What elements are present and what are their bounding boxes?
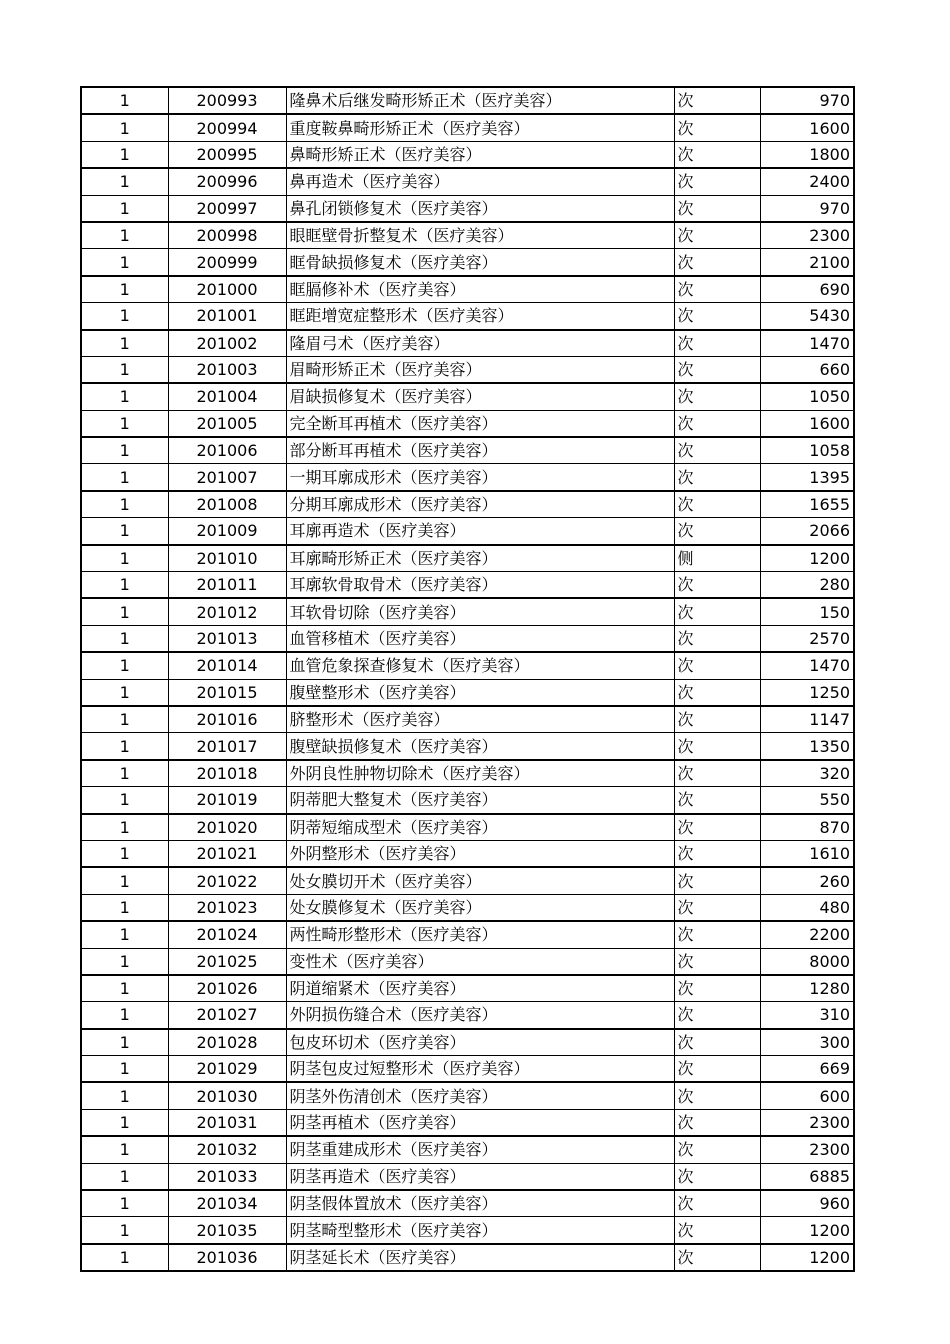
price-cell: 2570 bbox=[760, 625, 854, 652]
item-name-cell: 眼眶壁骨折整复术（医疗美容） bbox=[286, 222, 674, 249]
table-row bbox=[81, 437, 854, 464]
item-name-cell: 包皮环切术（医疗美容） bbox=[286, 1029, 674, 1056]
item-name-cell: 完全断耳再植术（医疗美容） bbox=[286, 410, 674, 437]
item-name-cell: 阴茎再造术（医疗美容） bbox=[286, 1163, 674, 1190]
level-cell: 1 bbox=[81, 141, 168, 168]
price-cell: 1058 bbox=[760, 437, 854, 464]
code-cell: 201018 bbox=[168, 760, 286, 787]
item-name-cell: 分期耳廓成形术（医疗美容） bbox=[286, 491, 674, 518]
level-cell: 1 bbox=[81, 733, 168, 760]
table-row bbox=[81, 545, 854, 572]
unit-cell: 次 bbox=[674, 141, 760, 168]
price-cell: 1470 bbox=[760, 652, 854, 679]
item-name-cell: 眉畸形矫正术（医疗美容） bbox=[286, 356, 674, 383]
code-cell: 201035 bbox=[168, 1217, 286, 1244]
table-row bbox=[81, 491, 854, 518]
level-cell: 1 bbox=[81, 383, 168, 410]
item-name-cell: 外阴损伤缝合术（医疗美容） bbox=[286, 1002, 674, 1029]
level-cell: 1 bbox=[81, 464, 168, 491]
unit-cell: 次 bbox=[674, 760, 760, 787]
unit-cell: 次 bbox=[674, 814, 760, 841]
code-cell: 201003 bbox=[168, 356, 286, 383]
unit-cell: 次 bbox=[674, 222, 760, 249]
table-row bbox=[81, 1190, 854, 1217]
unit-cell: 次 bbox=[674, 168, 760, 195]
table-row bbox=[81, 840, 854, 867]
level-cell: 1 bbox=[81, 1190, 168, 1217]
item-name-cell: 处女膜修复术（医疗美容） bbox=[286, 894, 674, 921]
unit-cell: 次 bbox=[674, 1136, 760, 1163]
price-table-body bbox=[81, 87, 854, 1271]
price-cell: 690 bbox=[760, 276, 854, 303]
table-row bbox=[81, 814, 854, 841]
code-cell: 201030 bbox=[168, 1082, 286, 1109]
price-cell: 1610 bbox=[760, 840, 854, 867]
price-cell: 1200 bbox=[760, 1217, 854, 1244]
table-row bbox=[81, 356, 854, 383]
table-row bbox=[81, 733, 854, 760]
table-row bbox=[81, 1109, 854, 1136]
level-cell: 1 bbox=[81, 1217, 168, 1244]
level-cell: 1 bbox=[81, 787, 168, 814]
price-cell: 1250 bbox=[760, 679, 854, 706]
unit-cell: 次 bbox=[674, 1163, 760, 1190]
item-name-cell: 血管移植术（医疗美容） bbox=[286, 625, 674, 652]
level-cell: 1 bbox=[81, 948, 168, 975]
price-cell: 5430 bbox=[760, 303, 854, 330]
level-cell: 1 bbox=[81, 921, 168, 948]
unit-cell: 次 bbox=[674, 437, 760, 464]
item-name-cell: 阴蒂短缩成型术（医疗美容） bbox=[286, 814, 674, 841]
level-cell: 1 bbox=[81, 1002, 168, 1029]
item-name-cell: 腹壁缺损修复术（医疗美容） bbox=[286, 733, 674, 760]
code-cell: 201031 bbox=[168, 1109, 286, 1136]
unit-cell: 次 bbox=[674, 518, 760, 545]
code-cell: 201022 bbox=[168, 867, 286, 894]
item-name-cell: 外阴良性肿物切除术（医疗美容） bbox=[286, 760, 674, 787]
item-name-cell: 部分断耳再植术（医疗美容） bbox=[286, 437, 674, 464]
price-cell: 970 bbox=[760, 87, 854, 114]
table-row bbox=[81, 330, 854, 357]
table-row bbox=[81, 1056, 854, 1083]
table-row bbox=[81, 303, 854, 330]
price-cell: 1350 bbox=[760, 733, 854, 760]
code-cell: 200994 bbox=[168, 114, 286, 141]
item-name-cell: 鼻畸形矫正术（医疗美容） bbox=[286, 141, 674, 168]
table-row bbox=[81, 383, 854, 410]
price-cell: 1200 bbox=[760, 545, 854, 572]
code-cell: 201004 bbox=[168, 383, 286, 410]
price-cell: 1800 bbox=[760, 141, 854, 168]
unit-cell: 次 bbox=[674, 491, 760, 518]
item-name-cell: 阴茎再植术（医疗美容） bbox=[286, 1109, 674, 1136]
item-name-cell: 耳廓再造术（医疗美容） bbox=[286, 518, 674, 545]
table-row bbox=[81, 1244, 854, 1271]
table-row bbox=[81, 1163, 854, 1190]
unit-cell: 次 bbox=[674, 356, 760, 383]
code-cell: 200995 bbox=[168, 141, 286, 168]
unit-cell: 次 bbox=[674, 733, 760, 760]
unit-cell: 次 bbox=[674, 706, 760, 733]
level-cell: 1 bbox=[81, 303, 168, 330]
unit-cell: 次 bbox=[674, 249, 760, 276]
price-cell: 2100 bbox=[760, 249, 854, 276]
table-row bbox=[81, 867, 854, 894]
table-row bbox=[81, 222, 854, 249]
table-row bbox=[81, 141, 854, 168]
table-row bbox=[81, 518, 854, 545]
code-cell: 201009 bbox=[168, 518, 286, 545]
level-cell: 1 bbox=[81, 867, 168, 894]
price-cell: 960 bbox=[760, 1190, 854, 1217]
table-row bbox=[81, 249, 854, 276]
code-cell: 201025 bbox=[168, 948, 286, 975]
code-cell: 200997 bbox=[168, 195, 286, 222]
code-cell: 201016 bbox=[168, 706, 286, 733]
level-cell: 1 bbox=[81, 975, 168, 1002]
unit-cell: 次 bbox=[674, 330, 760, 357]
price-table bbox=[80, 86, 855, 1272]
table-row bbox=[81, 114, 854, 141]
price-cell: 320 bbox=[760, 760, 854, 787]
item-name-cell: 鼻再造术（医疗美容） bbox=[286, 168, 674, 195]
item-name-cell: 变性术（医疗美容） bbox=[286, 948, 674, 975]
level-cell: 1 bbox=[81, 706, 168, 733]
code-cell: 201008 bbox=[168, 491, 286, 518]
price-cell: 1280 bbox=[760, 975, 854, 1002]
table-row bbox=[81, 894, 854, 921]
unit-cell: 次 bbox=[674, 383, 760, 410]
price-cell: 1200 bbox=[760, 1244, 854, 1271]
item-name-cell: 隆眉弓术（医疗美容） bbox=[286, 330, 674, 357]
code-cell: 201029 bbox=[168, 1056, 286, 1083]
level-cell: 1 bbox=[81, 572, 168, 599]
item-name-cell: 阴道缩紧术（医疗美容） bbox=[286, 975, 674, 1002]
unit-cell: 次 bbox=[674, 1056, 760, 1083]
table-row bbox=[81, 1002, 854, 1029]
level-cell: 1 bbox=[81, 1109, 168, 1136]
table-row bbox=[81, 760, 854, 787]
code-cell: 201017 bbox=[168, 733, 286, 760]
price-cell: 8000 bbox=[760, 948, 854, 975]
table-row bbox=[81, 276, 854, 303]
table-row bbox=[81, 948, 854, 975]
level-cell: 1 bbox=[81, 330, 168, 357]
table-row bbox=[81, 921, 854, 948]
table-row bbox=[81, 598, 854, 625]
item-name-cell: 脐整形术（医疗美容） bbox=[286, 706, 674, 733]
code-cell: 201010 bbox=[168, 545, 286, 572]
level-cell: 1 bbox=[81, 195, 168, 222]
unit-cell: 侧 bbox=[674, 545, 760, 572]
level-cell: 1 bbox=[81, 1056, 168, 1083]
code-cell: 201014 bbox=[168, 652, 286, 679]
unit-cell: 次 bbox=[674, 1002, 760, 1029]
unit-cell: 次 bbox=[674, 921, 760, 948]
price-cell: 870 bbox=[760, 814, 854, 841]
unit-cell: 次 bbox=[674, 1082, 760, 1109]
price-cell: 2300 bbox=[760, 1136, 854, 1163]
table-row bbox=[81, 679, 854, 706]
price-cell: 660 bbox=[760, 356, 854, 383]
level-cell: 1 bbox=[81, 652, 168, 679]
price-cell: 2400 bbox=[760, 168, 854, 195]
code-cell: 201013 bbox=[168, 625, 286, 652]
level-cell: 1 bbox=[81, 1029, 168, 1056]
price-cell: 1395 bbox=[760, 464, 854, 491]
price-cell: 2200 bbox=[760, 921, 854, 948]
code-cell: 201032 bbox=[168, 1136, 286, 1163]
item-name-cell: 阴茎包皮过短整形术（医疗美容） bbox=[286, 1056, 674, 1083]
level-cell: 1 bbox=[81, 410, 168, 437]
item-name-cell: 鼻孔闭锁修复术（医疗美容） bbox=[286, 195, 674, 222]
item-name-cell: 阴茎假体置放术（医疗美容） bbox=[286, 1190, 674, 1217]
level-cell: 1 bbox=[81, 356, 168, 383]
item-name-cell: 眶骨缺损修复术（医疗美容） bbox=[286, 249, 674, 276]
code-cell: 201023 bbox=[168, 894, 286, 921]
unit-cell: 次 bbox=[674, 1217, 760, 1244]
table-row bbox=[81, 1082, 854, 1109]
price-cell: 260 bbox=[760, 867, 854, 894]
item-name-cell: 耳廓软骨取骨术（医疗美容） bbox=[286, 572, 674, 599]
price-cell: 550 bbox=[760, 787, 854, 814]
code-cell: 201027 bbox=[168, 1002, 286, 1029]
unit-cell: 次 bbox=[674, 625, 760, 652]
price-cell: 1600 bbox=[760, 114, 854, 141]
table-row bbox=[81, 652, 854, 679]
item-name-cell: 眉缺损修复术（医疗美容） bbox=[286, 383, 674, 410]
unit-cell: 次 bbox=[674, 948, 760, 975]
item-name-cell: 血管危象探查修复术（医疗美容） bbox=[286, 652, 674, 679]
item-name-cell: 腹壁整形术（医疗美容） bbox=[286, 679, 674, 706]
price-cell: 1470 bbox=[760, 330, 854, 357]
item-name-cell: 重度鞍鼻畸形矫正术（医疗美容） bbox=[286, 114, 674, 141]
level-cell: 1 bbox=[81, 249, 168, 276]
table-row bbox=[81, 572, 854, 599]
item-name-cell: 外阴整形术（医疗美容） bbox=[286, 840, 674, 867]
unit-cell: 次 bbox=[674, 867, 760, 894]
code-cell: 201012 bbox=[168, 598, 286, 625]
unit-cell: 次 bbox=[674, 679, 760, 706]
level-cell: 1 bbox=[81, 222, 168, 249]
level-cell: 1 bbox=[81, 1082, 168, 1109]
unit-cell: 次 bbox=[674, 114, 760, 141]
unit-cell: 次 bbox=[674, 1029, 760, 1056]
level-cell: 1 bbox=[81, 760, 168, 787]
code-cell: 201024 bbox=[168, 921, 286, 948]
code-cell: 201028 bbox=[168, 1029, 286, 1056]
item-name-cell: 阴茎外伤清创术（医疗美容） bbox=[286, 1082, 674, 1109]
table-row bbox=[81, 1136, 854, 1163]
level-cell: 1 bbox=[81, 625, 168, 652]
price-cell: 300 bbox=[760, 1029, 854, 1056]
code-cell: 201033 bbox=[168, 1163, 286, 1190]
table-row bbox=[81, 410, 854, 437]
code-cell: 201036 bbox=[168, 1244, 286, 1271]
code-cell: 200993 bbox=[168, 87, 286, 114]
item-name-cell: 耳软骨切除（医疗美容） bbox=[286, 598, 674, 625]
item-name-cell: 一期耳廓成形术（医疗美容） bbox=[286, 464, 674, 491]
code-cell: 201007 bbox=[168, 464, 286, 491]
code-cell: 201034 bbox=[168, 1190, 286, 1217]
level-cell: 1 bbox=[81, 1244, 168, 1271]
level-cell: 1 bbox=[81, 491, 168, 518]
code-cell: 201019 bbox=[168, 787, 286, 814]
item-name-cell: 眶距增宽症整形术（医疗美容） bbox=[286, 303, 674, 330]
price-cell: 1600 bbox=[760, 410, 854, 437]
item-name-cell: 阴茎重建成形术（医疗美容） bbox=[286, 1136, 674, 1163]
item-name-cell: 阴茎畸型整形术（医疗美容） bbox=[286, 1217, 674, 1244]
price-cell: 1050 bbox=[760, 383, 854, 410]
level-cell: 1 bbox=[81, 276, 168, 303]
table-row bbox=[81, 195, 854, 222]
price-cell: 2300 bbox=[760, 222, 854, 249]
unit-cell: 次 bbox=[674, 1244, 760, 1271]
code-cell: 200998 bbox=[168, 222, 286, 249]
unit-cell: 次 bbox=[674, 303, 760, 330]
unit-cell: 次 bbox=[674, 652, 760, 679]
level-cell: 1 bbox=[81, 545, 168, 572]
price-cell: 310 bbox=[760, 1002, 854, 1029]
unit-cell: 次 bbox=[674, 598, 760, 625]
code-cell: 201000 bbox=[168, 276, 286, 303]
unit-cell: 次 bbox=[674, 1109, 760, 1136]
code-cell: 201020 bbox=[168, 814, 286, 841]
code-cell: 201015 bbox=[168, 679, 286, 706]
table-row bbox=[81, 787, 854, 814]
table-row bbox=[81, 87, 854, 114]
price-cell: 6885 bbox=[760, 1163, 854, 1190]
item-name-cell: 阴茎延长术（医疗美容） bbox=[286, 1244, 674, 1271]
item-name-cell: 阴蒂肥大整复术（医疗美容） bbox=[286, 787, 674, 814]
unit-cell: 次 bbox=[674, 410, 760, 437]
level-cell: 1 bbox=[81, 114, 168, 141]
table-row bbox=[81, 975, 854, 1002]
level-cell: 1 bbox=[81, 437, 168, 464]
price-cell: 600 bbox=[760, 1082, 854, 1109]
level-cell: 1 bbox=[81, 840, 168, 867]
unit-cell: 次 bbox=[674, 840, 760, 867]
level-cell: 1 bbox=[81, 598, 168, 625]
code-cell: 200996 bbox=[168, 168, 286, 195]
item-name-cell: 两性畸形整形术（医疗美容） bbox=[286, 921, 674, 948]
code-cell: 201006 bbox=[168, 437, 286, 464]
unit-cell: 次 bbox=[674, 87, 760, 114]
code-cell: 201026 bbox=[168, 975, 286, 1002]
unit-cell: 次 bbox=[674, 1190, 760, 1217]
item-name-cell: 眶膈修补术（医疗美容） bbox=[286, 276, 674, 303]
level-cell: 1 bbox=[81, 679, 168, 706]
table-row bbox=[81, 1029, 854, 1056]
table-row bbox=[81, 1217, 854, 1244]
unit-cell: 次 bbox=[674, 894, 760, 921]
code-cell: 200999 bbox=[168, 249, 286, 276]
level-cell: 1 bbox=[81, 87, 168, 114]
price-cell: 1147 bbox=[760, 706, 854, 733]
unit-cell: 次 bbox=[674, 276, 760, 303]
level-cell: 1 bbox=[81, 814, 168, 841]
level-cell: 1 bbox=[81, 1136, 168, 1163]
level-cell: 1 bbox=[81, 518, 168, 545]
unit-cell: 次 bbox=[674, 572, 760, 599]
item-name-cell: 隆鼻术后继发畸形矫正术（医疗美容） bbox=[286, 87, 674, 114]
code-cell: 201002 bbox=[168, 330, 286, 357]
level-cell: 1 bbox=[81, 894, 168, 921]
level-cell: 1 bbox=[81, 1163, 168, 1190]
unit-cell: 次 bbox=[674, 975, 760, 1002]
price-cell: 480 bbox=[760, 894, 854, 921]
code-cell: 201021 bbox=[168, 840, 286, 867]
price-cell: 2300 bbox=[760, 1109, 854, 1136]
unit-cell: 次 bbox=[674, 195, 760, 222]
table-row bbox=[81, 464, 854, 491]
price-cell: 1655 bbox=[760, 491, 854, 518]
unit-cell: 次 bbox=[674, 464, 760, 491]
table-row bbox=[81, 168, 854, 195]
unit-cell: 次 bbox=[674, 787, 760, 814]
price-cell: 669 bbox=[760, 1056, 854, 1083]
code-cell: 201001 bbox=[168, 303, 286, 330]
code-cell: 201005 bbox=[168, 410, 286, 437]
price-cell: 2066 bbox=[760, 518, 854, 545]
table-row bbox=[81, 625, 854, 652]
item-name-cell: 处女膜切开术（医疗美容） bbox=[286, 867, 674, 894]
table-row bbox=[81, 706, 854, 733]
price-cell: 970 bbox=[760, 195, 854, 222]
price-cell: 150 bbox=[760, 598, 854, 625]
price-cell: 280 bbox=[760, 572, 854, 599]
item-name-cell: 耳廓畸形矫正术（医疗美容） bbox=[286, 545, 674, 572]
level-cell: 1 bbox=[81, 168, 168, 195]
code-cell: 201011 bbox=[168, 572, 286, 599]
